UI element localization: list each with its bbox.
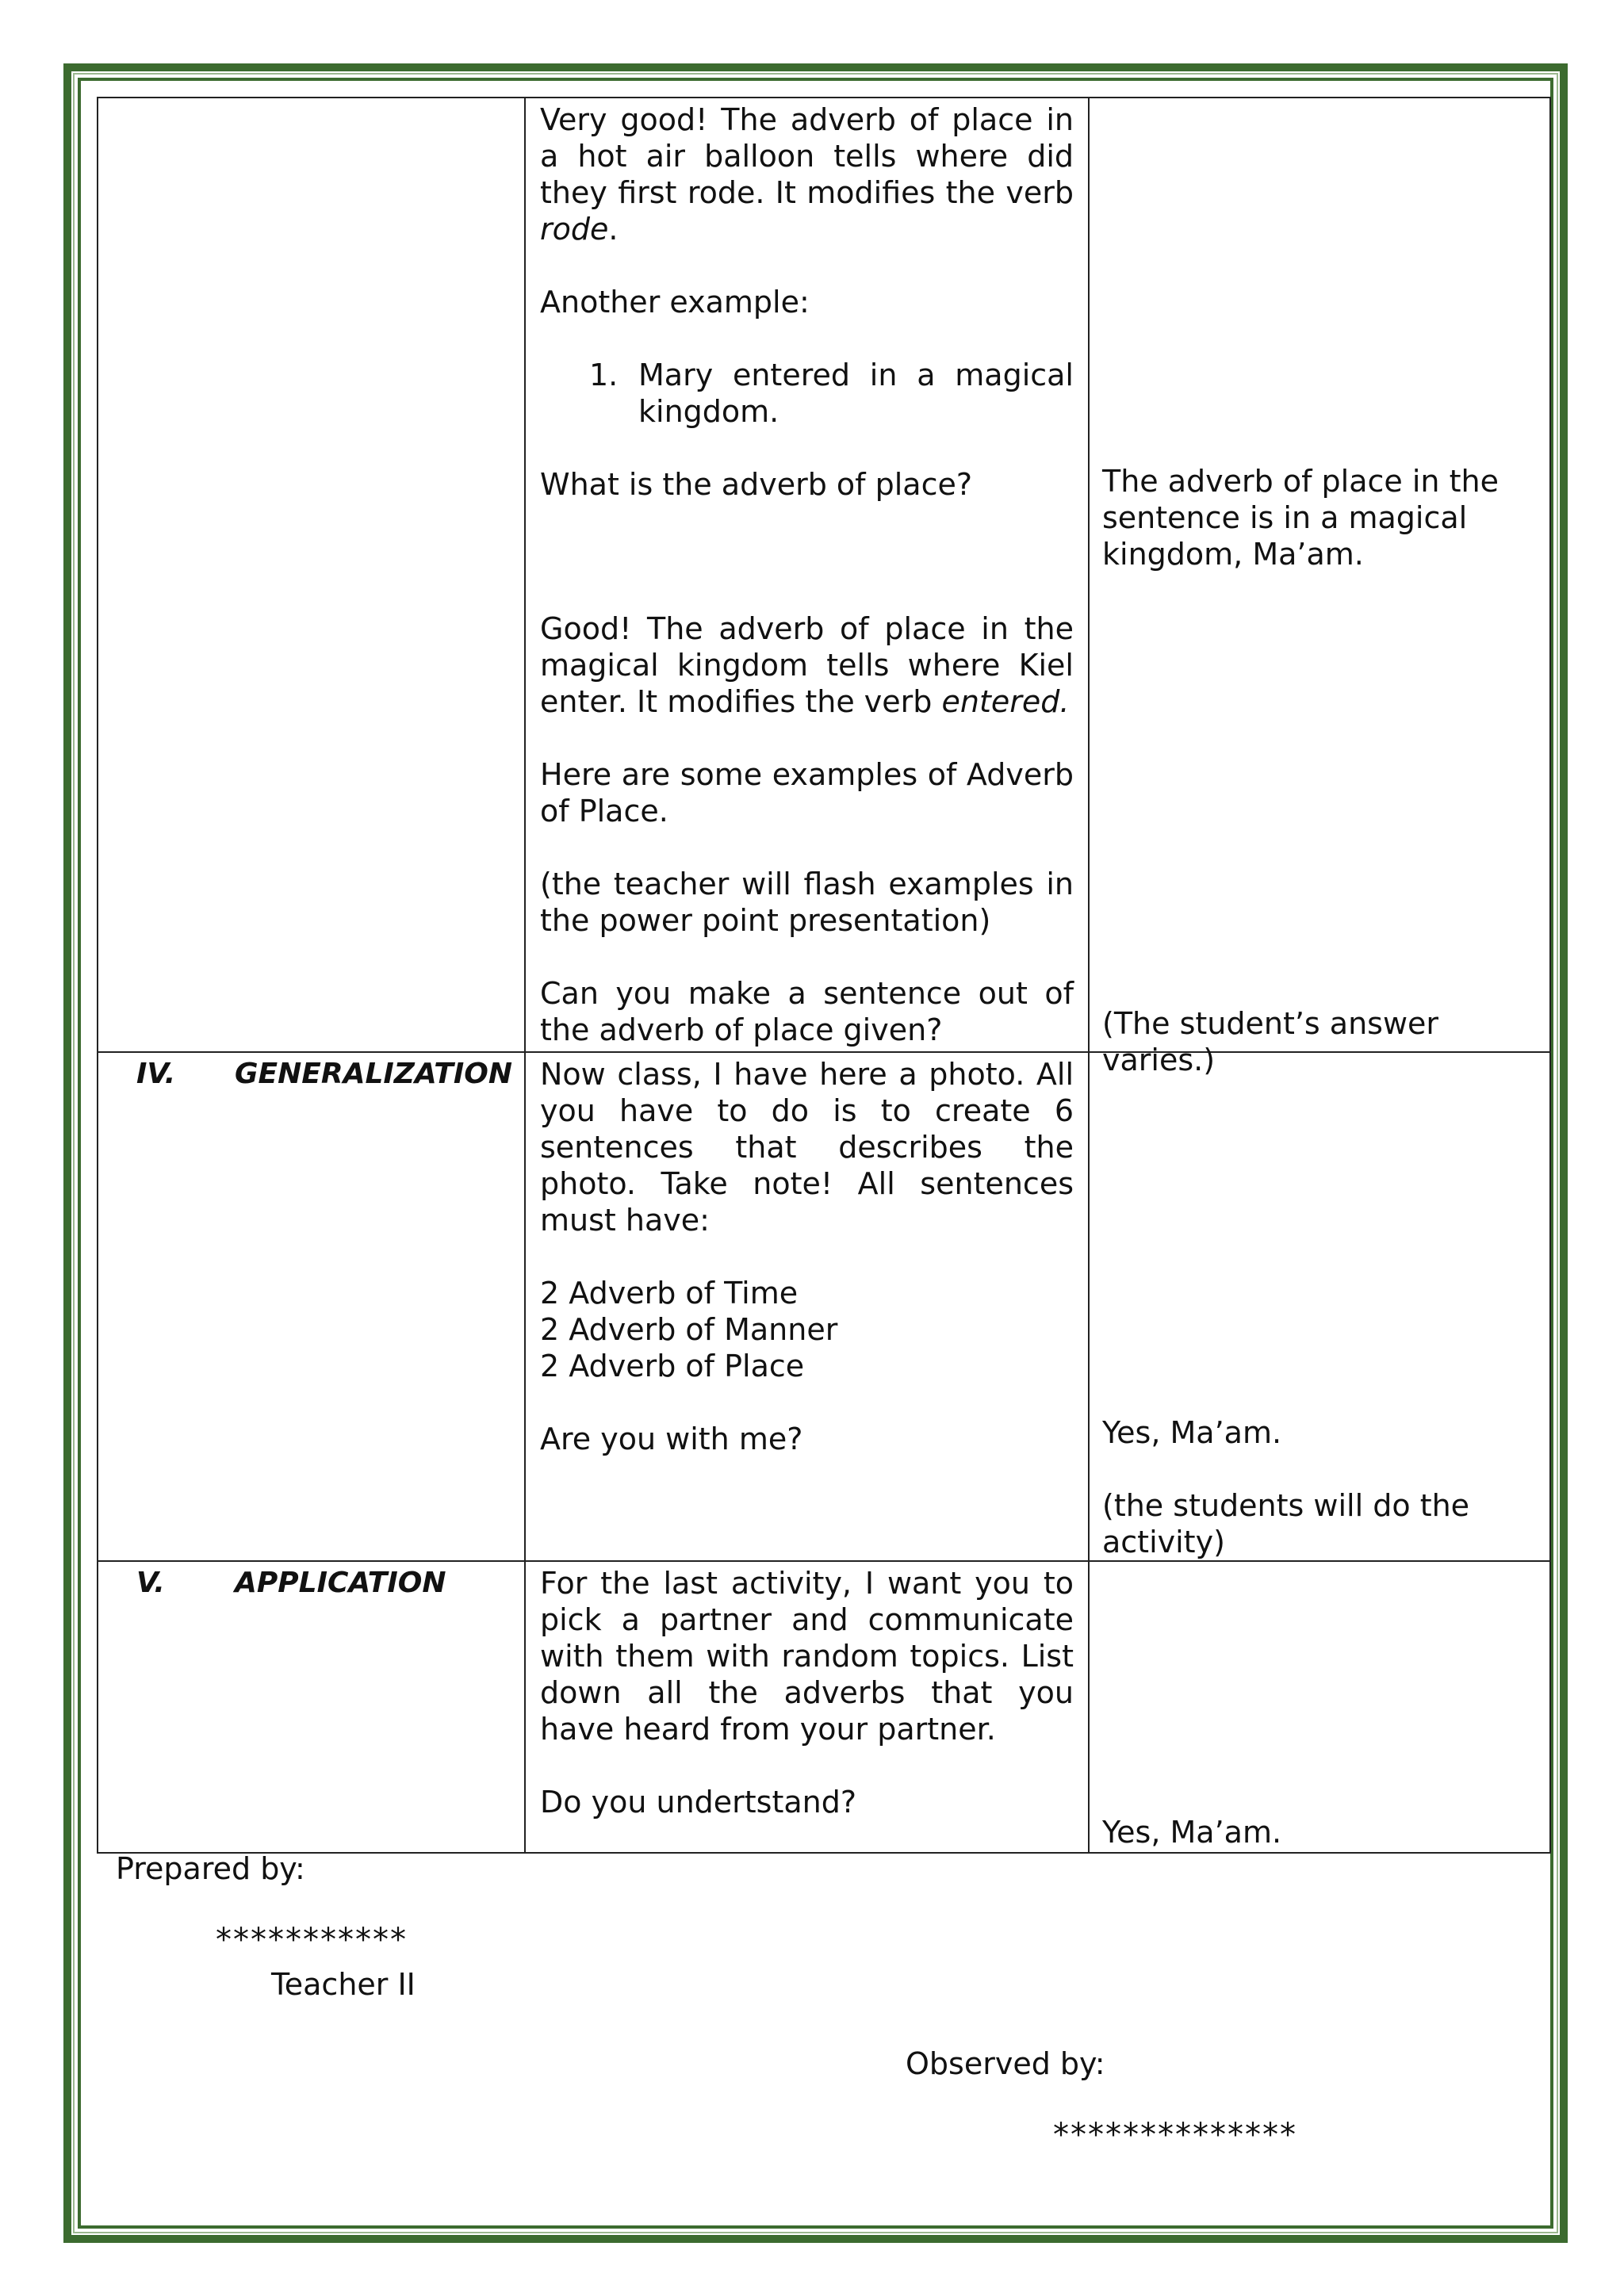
phase-number: IV. — [136, 1058, 176, 1090]
teacher-paragraph: Can you make a sentence out of the adverb of place given? — [540, 976, 1074, 1047]
teacher-paragraph: What is the adverb of place? — [540, 467, 973, 502]
phase-title: APPLICATION — [235, 1567, 446, 1599]
teacher-paragraph: Are you with me? — [540, 1422, 803, 1456]
list-item: 2 Adverb of Place — [540, 1349, 805, 1383]
preparer-title: Teacher II — [271, 1967, 416, 2002]
preparer-name: *********** — [216, 1922, 408, 1958]
student-answer: (The student’s answer varies.) — [1102, 1006, 1439, 1077]
table-row — [98, 1561, 1550, 1853]
teacher-paragraph: Another example: — [540, 285, 810, 320]
phase-title: GENERALIZATION — [235, 1058, 512, 1090]
teacher-paragraph: Good! The adverb of place in the magical kingdom tells where Kiel enter. It modifies the verb entered. — [540, 611, 1074, 719]
list-item: 1. Mary entered in a magical kingdom. — [589, 358, 1074, 429]
table-row — [98, 1052, 1550, 1561]
teacher-activity-cell — [525, 1052, 1089, 1561]
lesson-plan-table — [97, 97, 1551, 1854]
student-activity-cell — [1089, 1561, 1550, 1853]
list-item: 2 Adverb of Time — [540, 1276, 799, 1311]
prepared-by-label: Prepared by: — [116, 1851, 305, 1886]
teacher-activity-cell — [525, 1561, 1089, 1853]
student-activity-cell — [1089, 98, 1550, 1077]
teacher-paragraph: (the teacher will flash examples in the power point presentation) — [540, 867, 1074, 938]
phase-cell — [98, 1561, 525, 1853]
teacher-paragraph: Do you undertstand? — [540, 1785, 857, 1820]
teacher-paragraph: For the last activity, I want you to pick a partner and communicate with them with random topics. List down all the adverbs that you have heard from your partner. — [540, 1566, 1074, 1747]
student-answer: The adverb of place in the sentence is in a magical kingdom, Ma’am. — [1102, 464, 1499, 572]
teacher-paragraph: Here are some examples of Adverb of Place. — [540, 757, 1074, 828]
student-answer: Yes, Ma’am. — [1102, 1815, 1282, 1850]
list-item: 2 Adverb of Manner — [540, 1312, 838, 1347]
student-activity-cell — [1089, 1052, 1550, 1561]
table-row — [98, 98, 1550, 1052]
student-answer: Yes, Ma’am. — [1102, 1415, 1282, 1450]
teacher-activity-cell — [525, 98, 1089, 1052]
teacher-paragraph: Now class, I have here a photo. All you have to do is to create 6 sentences that describes the photo. Take note! All sentences must have: — [540, 1057, 1074, 1238]
teacher-paragraph: Very good! The adverb of place in a hot air balloon tells where did they first rode. It modifies the verb rode. — [540, 102, 1074, 247]
observed-by-label: Observed by: — [906, 2046, 1105, 2081]
phase-cell-empty — [98, 98, 525, 1052]
student-answer: (the students will do the activity) — [1102, 1488, 1470, 1559]
phase-cell — [98, 1052, 525, 1561]
observer-name: ************** — [1053, 2117, 1297, 2153]
phase-number: V. — [136, 1567, 165, 1599]
